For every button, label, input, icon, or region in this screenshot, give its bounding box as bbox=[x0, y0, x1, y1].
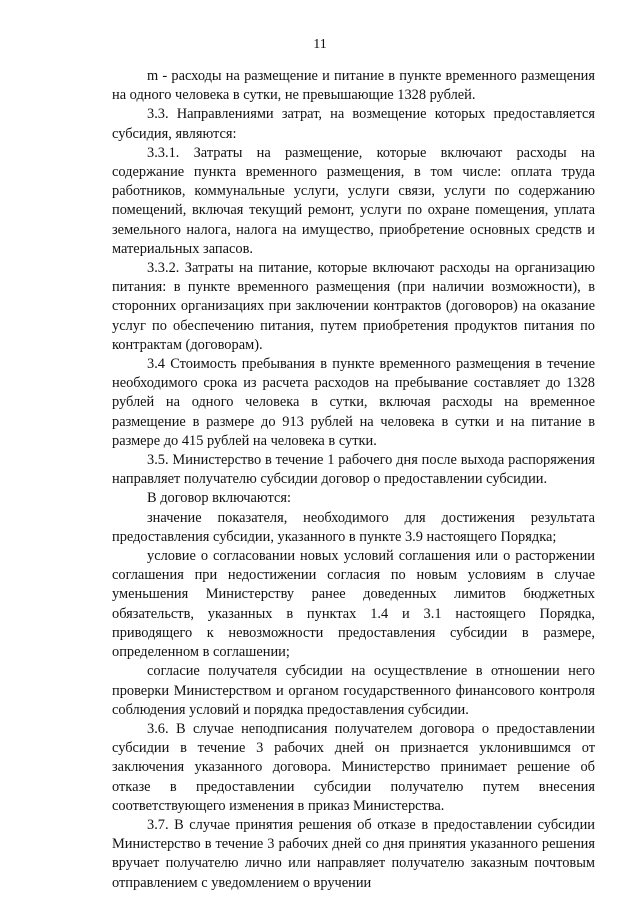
paragraph-indicator-value: значение показателя, необходимого для достижения результата предоставления субсидии, указанного в пункте 3.9 настоящего Порядка; bbox=[112, 509, 595, 545]
paragraph-3-3: 3.3. Направлениями затрат, на возмещение которых предоставляется субсидия, являются: bbox=[112, 106, 595, 142]
paragraph-contract-includes: В договор включаются: bbox=[147, 490, 291, 507]
paragraph-3-3-2: 3.3.2. Затраты на питание, которые включают расходы на организацию питания: в пункте временного размещения (при наличии возможности), в сторонних организациях при заключении контрактов (договоров) на оказание услуг по обеспечению питания, путем приобретения продуктов питания по контрактам (договорам). bbox=[112, 260, 595, 353]
paragraph-3-7: 3.7. В случае принятия решения об отказе в предоставлении субсидии Министерство в течение 3 рабочих дней со дня принятия указанного решения вручает получателю лично или направляет получателю заказным почтовым отправлением с уведомлением о вручении bbox=[112, 816, 595, 891]
document-body bbox=[112, 67, 595, 893]
paragraph-3-4: 3.4 Стоимость пребывания в пункте временного размещения в течение необходимого срока из расчета расходов на пребывание составляет до 1328 рублей на одного человека в сутки, включая расходы на временное размещение в размере до 913 рублей на человека в сутки и на питание в размере до 415 рублей на человека в сутки. bbox=[112, 356, 595, 449]
paragraph-new-conditions: условие о согласовании новых условий соглашения или о расторжении соглашения при недостижении согласия по новым условиям в случае уменьшения Министерству ранее доведенных лимитов бюджетных обязательств, указанных в пунктах 1.4 и 3.1 настоящего Порядка, приводящего к невозможности предоставления субсидии в размере, определенном в соглашении; bbox=[112, 548, 595, 661]
paragraph-3-5: 3.5. Министерство в течение 1 рабочего дня после выхода распоряжения направляет получателю субсидии договор о предоставлении субсидии. bbox=[112, 452, 595, 488]
paragraph-m-definition: m - расходы на размещение и питание в пункте временного размещения на одного человека в сутки, не превышающие 1328 рублей. bbox=[112, 68, 595, 104]
paragraph-3-6: 3.6. В случае неподписания получателем договора о предоставлении субсидии в течение 3 рабочих дней он признается уклонившимся от заключения указанного договора. Министерство принимает решение об отказе в предоставлении субсидии получателю путем внесения соответствующего изменения в приказ Министерства. bbox=[112, 720, 595, 814]
page-number: 11 bbox=[313, 37, 327, 52]
paragraph-3-3-1: 3.3.1. Затраты на размещение, которые включают расходы на содержание пункта временного размещения, в том числе: оплата труда работников, коммунальные услуги, услуги связи, услуги по содержанию помещений, включая текущий ремонт, услуги по охране помещения, уплата земельного налога, налога на имущество, приобретение основных средств и материальных запасов. bbox=[112, 144, 595, 257]
paragraph-consent-inspection: согласие получателя субсидии на осуществление в отношении него проверки Министерством и органом государственного финансового контроля соблюдения условий и порядка предоставления субсидии. bbox=[112, 663, 595, 718]
